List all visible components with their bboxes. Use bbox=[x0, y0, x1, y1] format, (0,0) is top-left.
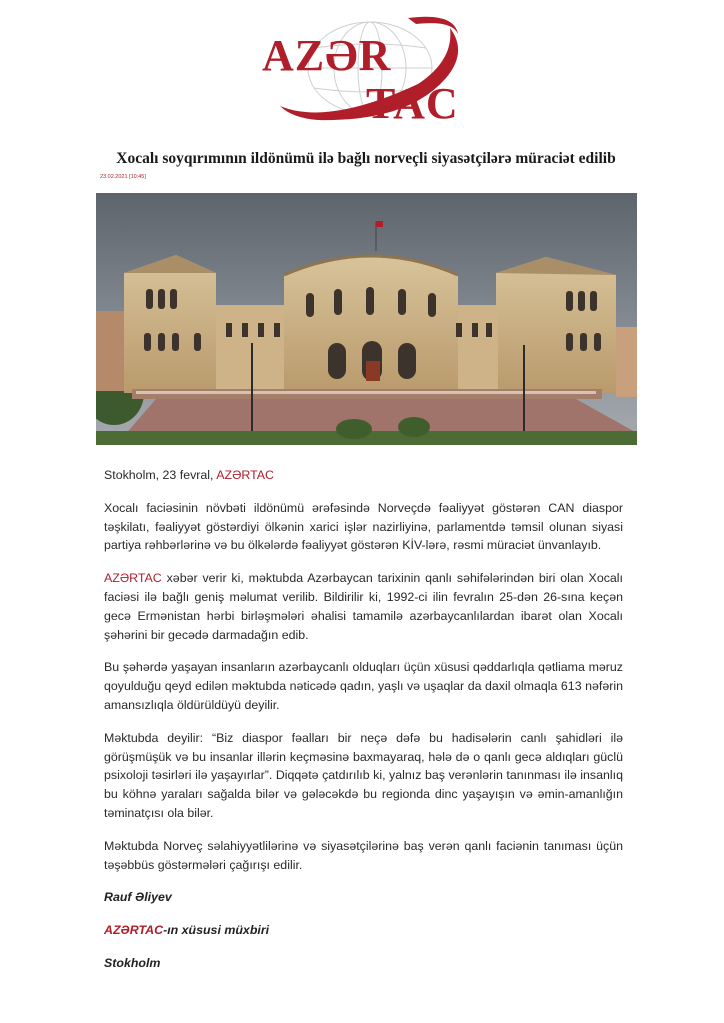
paragraph-2-text: xəbər verir ki, məktubda Azərbaycan tarixinin qanlı səhifələrindən biri olan Xocalı faciəsi ilə bağlı geniş məlumat verilib. Bildirilir ki, 1992-ci ilin fevralın 25-dən 26-sına keçən gecə Ermənistan hərbi birləşmələri əhalisi tamamilə azərbaycanlılardan ibarət olan Xocalı şəhərini bir gecədə darmadağın edib. bbox=[104, 571, 623, 642]
article-title: Xocalı soyqırımının ildönümü ilə bağlı norveçli siyasətçilərə müraciət edilib bbox=[116, 150, 616, 167]
author-name: Rauf Əliyev bbox=[104, 890, 172, 905]
paragraph-5: Məktubda Norveç səlahiyyətlilərinə və siyasətçilərinə baş verən qanlı faciənin tanıması üçün təşəbbüs göstərmələri çağırışı edilir. bbox=[104, 838, 623, 872]
logo-text-top: AZƏR bbox=[262, 31, 392, 80]
author-role bbox=[104, 921, 623, 940]
paragraph-3: Bu şəhərdə yaşayan insanların azərbaycanlı olduqları üçün xüsusi qəddarlıqla qətliama məruz qoyulduğu qeyd edilən məktubda nəticədə qadın, yaşlı və uşaqlar da daxil olmaqla 613 nəfərin amansızlıqla öldürüldüyü deyilir. bbox=[104, 660, 623, 712]
author-location: Stokholm bbox=[104, 955, 161, 970]
paragraph-1: Xocalı faciəsinin növbəti ildönümü ərəfəsində Norveçdə fəaliyyət göstərən CAN diaspor təşkilatı, fəaliyyət göstərdiyi ölkənin xarici işlər nazirliyinə, parlamentdə təmsil olunan siyasi partiya rəhbərlərinə və bu ölkələrdə fəaliyyət göstərən KİV-lərə, rəsmi müraciət ünvanlayıb. bbox=[104, 500, 623, 553]
dateline bbox=[104, 466, 623, 485]
agency-link[interactable]: AZƏRTAC bbox=[104, 571, 162, 586]
author-role-text: -ın xüsusi müxbiri bbox=[163, 923, 270, 938]
article-photo bbox=[96, 193, 637, 445]
azertac-logo-graphic bbox=[258, 14, 468, 126]
azertac-logo bbox=[258, 14, 468, 126]
paragraph-4: Məktubda deyilir: “Biz diaspor fəalları bir neçə dəfə bu hadisələrin canlı şahidləri ilə görüşmüşük və bu insanlar illərin keçməsinə baxmayaraq, hələ də o qanlı gecə aldıqları güclü psixoloji təsirləri ilə yaşayırlar”. Diqqətə çatdırılıb ki, yalnız baş verənlərin tanınması ilə insanlıq bu köhnə yaraları sağalda bilər və gələcəkdə bu regionda dinc yaşayışın və əmin-amanlığın təminatçısı ola bilər. bbox=[104, 730, 623, 820]
dateline-location: Stokholm, 23 fevral, bbox=[104, 468, 217, 482]
logo-text-bottom: TAC bbox=[366, 79, 459, 126]
author-role-agency: AZƏRTAC bbox=[104, 923, 164, 938]
parliament-building-image bbox=[96, 193, 637, 445]
dateline-agency-link[interactable]: AZƏRTAC bbox=[216, 468, 275, 482]
article-body bbox=[104, 466, 623, 987]
article-date: 23.02.2021 [10:45] bbox=[100, 174, 146, 180]
paragraph-2 bbox=[104, 569, 623, 644]
